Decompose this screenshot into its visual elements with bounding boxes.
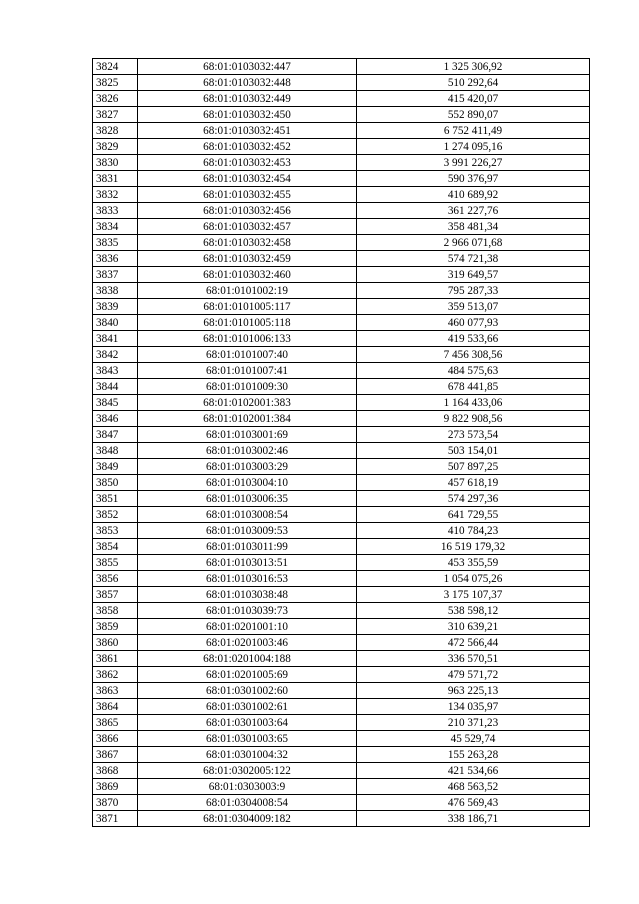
value-cell: 134 035,97 — [357, 699, 590, 715]
table-row — [93, 107, 590, 123]
table-row — [93, 267, 590, 283]
row-number-cell: 3852 — [93, 507, 138, 523]
table-row — [93, 539, 590, 555]
row-number-cell: 3854 — [93, 539, 138, 555]
cadastral-number-cell: 68:01:0302005:122 — [138, 763, 357, 779]
row-number-cell: 3849 — [93, 459, 138, 475]
row-number-cell: 3868 — [93, 763, 138, 779]
row-number-cell: 3824 — [93, 59, 138, 75]
row-number-cell: 3843 — [93, 363, 138, 379]
row-number-cell: 3829 — [93, 139, 138, 155]
table-row — [93, 219, 590, 235]
row-number-cell: 3857 — [93, 587, 138, 603]
row-number-cell: 3853 — [93, 523, 138, 539]
row-number-cell: 3839 — [93, 299, 138, 315]
cadastral-number-cell: 68:01:0201005:69 — [138, 667, 357, 683]
table-row — [93, 523, 590, 539]
value-cell: 16 519 179,32 — [357, 539, 590, 555]
cadastral-number-cell: 68:01:0304008:54 — [138, 795, 357, 811]
table-row — [93, 683, 590, 699]
data-table — [92, 58, 590, 827]
value-cell: 410 784,23 — [357, 523, 590, 539]
value-cell: 678 441,85 — [357, 379, 590, 395]
table-row — [93, 603, 590, 619]
value-cell: 359 513,07 — [357, 299, 590, 315]
row-number-cell: 3851 — [93, 491, 138, 507]
value-cell: 453 355,59 — [357, 555, 590, 571]
table-row — [93, 459, 590, 475]
cadastral-number-cell: 68:01:0103003:29 — [138, 459, 357, 475]
row-number-cell: 3837 — [93, 267, 138, 283]
cadastral-number-cell: 68:01:0103032:460 — [138, 267, 357, 283]
row-number-cell: 3865 — [93, 715, 138, 731]
cadastral-number-cell: 68:01:0101006:133 — [138, 331, 357, 347]
cadastral-number-cell: 68:01:0201004:188 — [138, 651, 357, 667]
table-row — [93, 187, 590, 203]
value-cell: 336 570,51 — [357, 651, 590, 667]
cadastral-number-cell: 68:01:0103002:46 — [138, 443, 357, 459]
cadastral-number-cell: 68:01:0103013:51 — [138, 555, 357, 571]
value-cell: 421 534,66 — [357, 763, 590, 779]
value-cell: 45 529,74 — [357, 731, 590, 747]
table-row — [93, 667, 590, 683]
cadastral-number-cell: 68:01:0103008:54 — [138, 507, 357, 523]
value-cell: 210 371,23 — [357, 715, 590, 731]
table-row — [93, 443, 590, 459]
table-row — [93, 59, 590, 75]
cadastral-number-cell: 68:01:0301004:32 — [138, 747, 357, 763]
cadastral-number-cell: 68:01:0103032:452 — [138, 139, 357, 155]
row-number-cell: 3828 — [93, 123, 138, 139]
cadastral-number-cell: 68:01:0201003:46 — [138, 635, 357, 651]
table-row — [93, 795, 590, 811]
cadastral-number-cell: 68:01:0103032:459 — [138, 251, 357, 267]
cadastral-number-cell: 68:01:0301003:65 — [138, 731, 357, 747]
cadastral-number-cell: 68:01:0103032:455 — [138, 187, 357, 203]
row-number-cell: 3833 — [93, 203, 138, 219]
cadastral-number-cell: 68:01:0103032:456 — [138, 203, 357, 219]
table-row — [93, 139, 590, 155]
cadastral-number-cell: 68:01:0103032:458 — [138, 235, 357, 251]
cadastral-number-cell: 68:01:0102001:384 — [138, 411, 357, 427]
value-cell: 574 297,36 — [357, 491, 590, 507]
table-row — [93, 331, 590, 347]
table-row — [93, 779, 590, 795]
value-cell: 574 721,38 — [357, 251, 590, 267]
row-number-cell: 3866 — [93, 731, 138, 747]
value-cell: 503 154,01 — [357, 443, 590, 459]
cadastral-number-cell: 68:01:0103032:447 — [138, 59, 357, 75]
table-row — [93, 507, 590, 523]
row-number-cell: 3827 — [93, 107, 138, 123]
table-row — [93, 571, 590, 587]
value-cell: 641 729,55 — [357, 507, 590, 523]
row-number-cell: 3864 — [93, 699, 138, 715]
cadastral-number-cell: 68:01:0103004:10 — [138, 475, 357, 491]
value-cell: 510 292,64 — [357, 75, 590, 91]
table-row — [93, 123, 590, 139]
row-number-cell: 3847 — [93, 427, 138, 443]
value-cell: 460 077,93 — [357, 315, 590, 331]
table-row — [93, 315, 590, 331]
cadastral-number-cell: 68:01:0101007:40 — [138, 347, 357, 363]
cadastral-number-cell: 68:01:0103009:53 — [138, 523, 357, 539]
table-row — [93, 379, 590, 395]
row-number-cell: 3842 — [93, 347, 138, 363]
value-cell: 358 481,34 — [357, 219, 590, 235]
cadastral-number-cell: 68:01:0101005:117 — [138, 299, 357, 315]
row-number-cell: 3832 — [93, 187, 138, 203]
table-row — [93, 75, 590, 91]
cadastral-number-cell: 68:01:0103032:451 — [138, 123, 357, 139]
value-cell: 3 991 226,27 — [357, 155, 590, 171]
table-row — [93, 555, 590, 571]
table-row — [93, 235, 590, 251]
value-cell: 1 054 075,26 — [357, 571, 590, 587]
cadastral-number-cell: 68:01:0101009:30 — [138, 379, 357, 395]
row-number-cell: 3825 — [93, 75, 138, 91]
table-row — [93, 299, 590, 315]
cadastral-number-cell: 68:01:0103032:457 — [138, 219, 357, 235]
row-number-cell: 3838 — [93, 283, 138, 299]
value-cell: 468 563,52 — [357, 779, 590, 795]
table-row — [93, 411, 590, 427]
row-number-cell: 3870 — [93, 795, 138, 811]
cadastral-number-cell: 68:01:0103016:53 — [138, 571, 357, 587]
row-number-cell: 3831 — [93, 171, 138, 187]
cadastral-number-cell: 68:01:0304009:182 — [138, 811, 357, 827]
row-number-cell: 3869 — [93, 779, 138, 795]
value-cell: 552 890,07 — [357, 107, 590, 123]
value-cell: 415 420,07 — [357, 91, 590, 107]
table-row — [93, 635, 590, 651]
cadastral-number-cell: 68:01:0301003:64 — [138, 715, 357, 731]
value-cell: 479 571,72 — [357, 667, 590, 683]
value-cell: 419 533,66 — [357, 331, 590, 347]
table-body — [93, 59, 590, 827]
table-row — [93, 715, 590, 731]
cadastral-number-cell: 68:01:0303003:9 — [138, 779, 357, 795]
row-number-cell: 3826 — [93, 91, 138, 107]
value-cell: 457 618,19 — [357, 475, 590, 491]
table-row — [93, 699, 590, 715]
table-row — [93, 171, 590, 187]
row-number-cell: 3856 — [93, 571, 138, 587]
row-number-cell: 3863 — [93, 683, 138, 699]
value-cell: 361 227,76 — [357, 203, 590, 219]
row-number-cell: 3850 — [93, 475, 138, 491]
cadastral-number-cell: 68:01:0103032:454 — [138, 171, 357, 187]
cadastral-number-cell: 68:01:0103032:448 — [138, 75, 357, 91]
cadastral-number-cell: 68:01:0201001:10 — [138, 619, 357, 635]
cadastral-number-cell: 68:01:0301002:60 — [138, 683, 357, 699]
cadastral-number-cell: 68:01:0103032:450 — [138, 107, 357, 123]
value-cell: 7 456 308,56 — [357, 347, 590, 363]
table-row — [93, 747, 590, 763]
table-row — [93, 347, 590, 363]
table-row — [93, 155, 590, 171]
row-number-cell: 3871 — [93, 811, 138, 827]
row-number-cell: 3867 — [93, 747, 138, 763]
cadastral-number-cell: 68:01:0103006:35 — [138, 491, 357, 507]
row-number-cell: 3862 — [93, 667, 138, 683]
value-cell: 6 752 411,49 — [357, 123, 590, 139]
cadastral-number-cell: 68:01:0103011:99 — [138, 539, 357, 555]
value-cell: 538 598,12 — [357, 603, 590, 619]
row-number-cell: 3860 — [93, 635, 138, 651]
table-row — [93, 491, 590, 507]
value-cell: 9 822 908,56 — [357, 411, 590, 427]
table-row — [93, 251, 590, 267]
row-number-cell: 3844 — [93, 379, 138, 395]
row-number-cell: 3845 — [93, 395, 138, 411]
cadastral-number-cell: 68:01:0103001:69 — [138, 427, 357, 443]
row-number-cell: 3861 — [93, 651, 138, 667]
value-cell: 484 575,63 — [357, 363, 590, 379]
row-number-cell: 3835 — [93, 235, 138, 251]
value-cell: 1 325 306,92 — [357, 59, 590, 75]
row-number-cell: 3858 — [93, 603, 138, 619]
table-row — [93, 395, 590, 411]
value-cell: 155 263,28 — [357, 747, 590, 763]
row-number-cell: 3834 — [93, 219, 138, 235]
value-cell: 507 897,25 — [357, 459, 590, 475]
value-cell: 310 639,21 — [357, 619, 590, 635]
value-cell: 1 164 433,06 — [357, 395, 590, 411]
row-number-cell: 3859 — [93, 619, 138, 635]
value-cell: 476 569,43 — [357, 795, 590, 811]
value-cell: 410 689,92 — [357, 187, 590, 203]
table-row — [93, 651, 590, 667]
table-row — [93, 811, 590, 827]
cadastral-number-cell: 68:01:0103038:48 — [138, 587, 357, 603]
table-row — [93, 283, 590, 299]
cadastral-number-cell: 68:01:0103039:73 — [138, 603, 357, 619]
cadastral-number-cell: 68:01:0301002:61 — [138, 699, 357, 715]
row-number-cell: 3840 — [93, 315, 138, 331]
value-cell: 590 376,97 — [357, 171, 590, 187]
cadastral-number-cell: 68:01:0101005:118 — [138, 315, 357, 331]
value-cell: 963 225,13 — [357, 683, 590, 699]
table-row — [93, 475, 590, 491]
value-cell: 795 287,33 — [357, 283, 590, 299]
cadastral-number-cell: 68:01:0101007:41 — [138, 363, 357, 379]
table-row — [93, 619, 590, 635]
row-number-cell: 3830 — [93, 155, 138, 171]
table-row — [93, 363, 590, 379]
row-number-cell: 3836 — [93, 251, 138, 267]
table-row — [93, 203, 590, 219]
row-number-cell: 3855 — [93, 555, 138, 571]
table-row — [93, 763, 590, 779]
value-cell: 319 649,57 — [357, 267, 590, 283]
table-row — [93, 731, 590, 747]
table-row — [93, 427, 590, 443]
row-number-cell: 3848 — [93, 443, 138, 459]
cadastral-number-cell: 68:01:0103032:453 — [138, 155, 357, 171]
value-cell: 1 274 095,16 — [357, 139, 590, 155]
value-cell: 2 966 071,68 — [357, 235, 590, 251]
cadastral-number-cell: 68:01:0103032:449 — [138, 91, 357, 107]
cadastral-number-cell: 68:01:0101002:19 — [138, 283, 357, 299]
value-cell: 472 566,44 — [357, 635, 590, 651]
value-cell: 273 573,54 — [357, 427, 590, 443]
row-number-cell: 3846 — [93, 411, 138, 427]
cadastral-number-cell: 68:01:0102001:383 — [138, 395, 357, 411]
value-cell: 338 186,71 — [357, 811, 590, 827]
table-row — [93, 587, 590, 603]
value-cell: 3 175 107,37 — [357, 587, 590, 603]
table-row — [93, 91, 590, 107]
row-number-cell: 3841 — [93, 331, 138, 347]
